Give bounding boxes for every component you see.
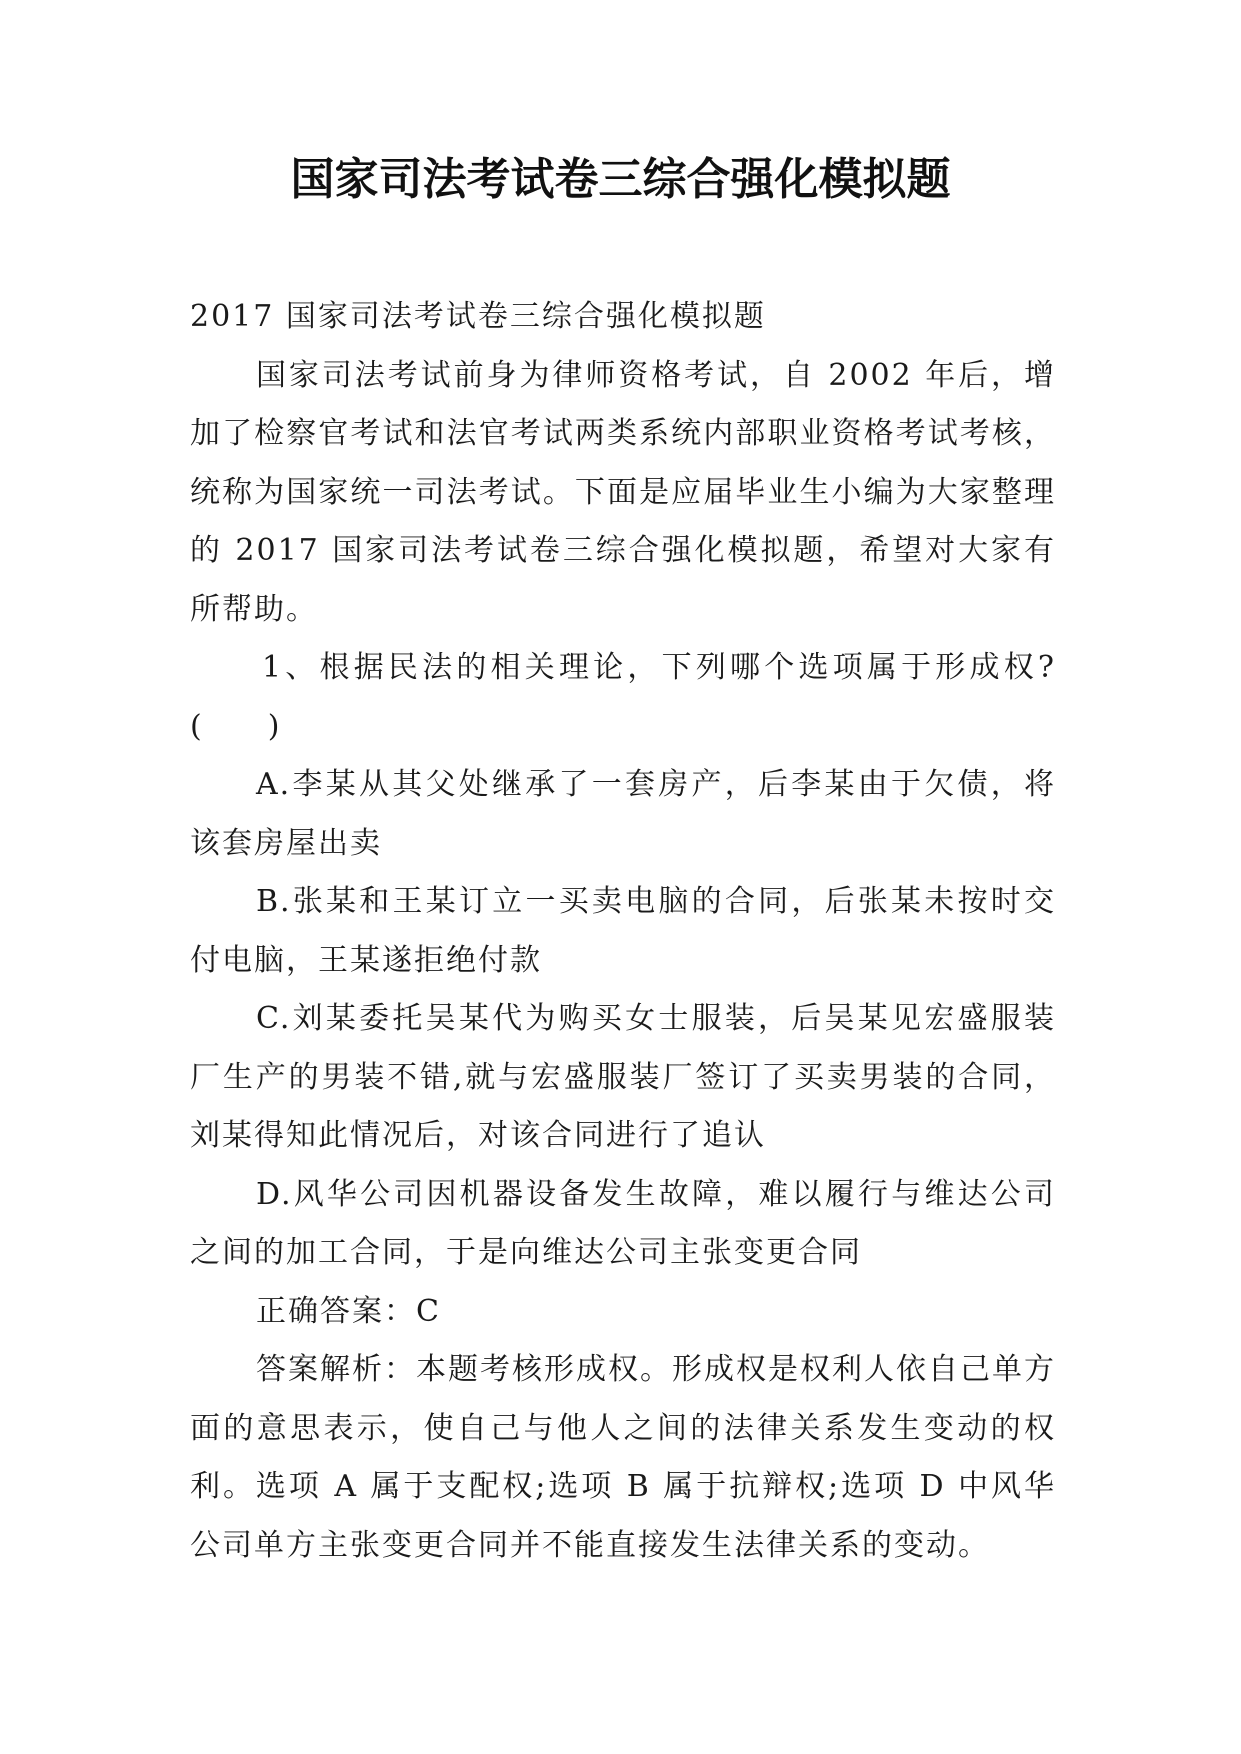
correct-answer: 正确答案：C	[256, 1293, 441, 1329]
option-c: C.刘某委托吴某代为购买女士服装，后吴某见宏盛服装厂生产的男装不错,就与宏盛服装厂签订了买卖男装的合同，刘某得知此情况后，对该合同进行了追认	[190, 1001, 1056, 1153]
answer-analysis: 答案解析：本题考核形成权。形成权是权利人依自己单方面的意思表示，使自己与他人之间的法律关系发生变动的权利。选项 A 属于支配权;选项 B 属于抗辩权;选项 D 中风华公司单方主张变更合同并不能直接发生法律关系的变动。	[190, 1352, 1056, 1563]
intro-paragraph: 国家司法考试前身为律师资格考试，自 2002 年后，增加了检察官考试和法官考试两类系统内部职业资格考试考核，统称为国家统一司法考试。下面是应届毕业生小编为大家整理的 2017 国家司法考试卷三综合强化模拟题，希望对大家有所帮助。	[190, 357, 1056, 627]
document-subtitle: 2017 国家司法考试卷三综合强化模拟题	[190, 299, 766, 334]
option-a: A.李某从其父处继承了一套房产，后李某由于欠债，将该套房屋出卖	[190, 767, 1056, 861]
document-title: 国家司法考试卷三综合强化模拟题	[290, 154, 951, 205]
option-d: D.风华公司因机器设备发生故障，难以履行与维达公司之间的加工合同，于是向维达公司主张变更合同	[190, 1176, 1056, 1270]
question-stem: 1、根据民法的相关理论，下列哪个选项属于形成权?( )	[190, 650, 1056, 744]
option-b: B.张某和王某订立一买卖电脑的合同，后张某未按时交付电脑，王某遂拒绝付款	[190, 884, 1056, 978]
document-body	[190, 288, 1056, 1575]
